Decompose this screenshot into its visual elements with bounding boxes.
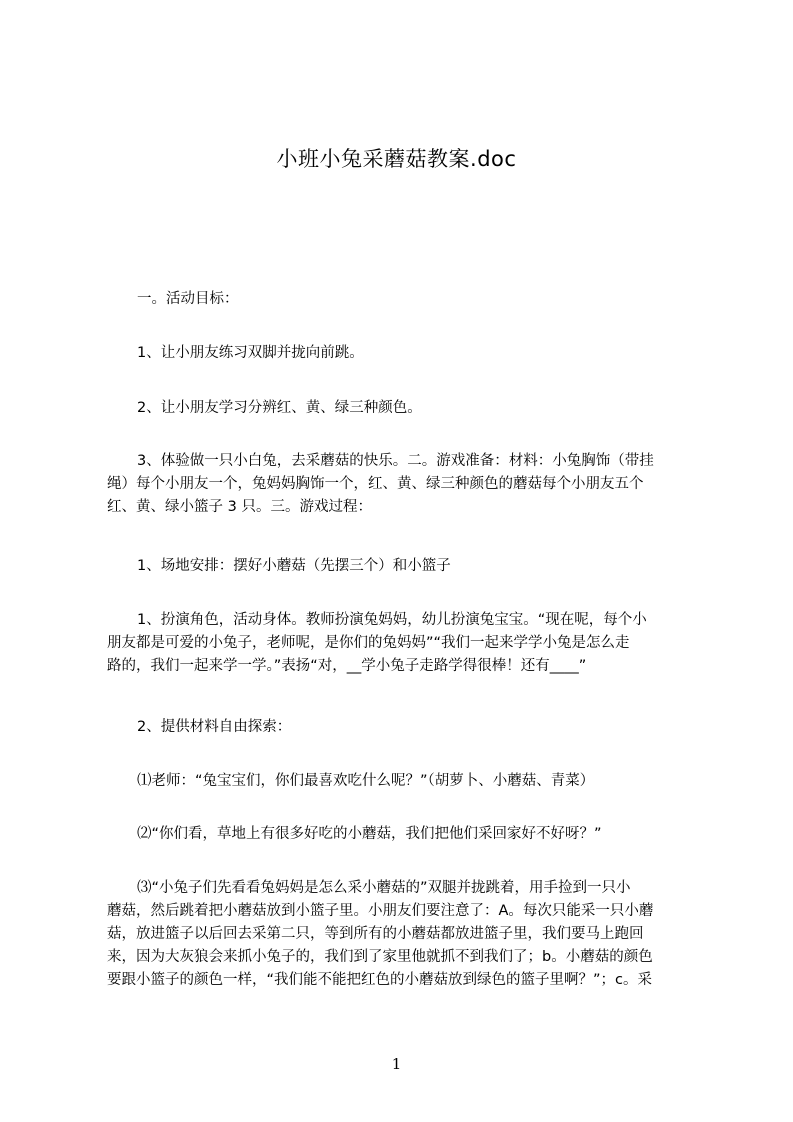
text-line: 朋友都是可爱的小兔子，老师呢，是你们的兔妈妈”“我们一起来学学小兔是怎么走 bbox=[107, 635, 630, 651]
text-line: 2、提供材料自由探索： bbox=[137, 719, 292, 735]
text-line: 要跟小篮子的颜色一样，“我们能不能把红色的小蘑菇放到绿色的篮子里啊？”；c。采 bbox=[107, 972, 652, 988]
text-line: 蘑菇，然后跳着把小蘑菇放到小篮子里。小朋友们要注意了：A。每次只能采一只小蘑 bbox=[107, 903, 654, 919]
paragraph-venue-setup bbox=[107, 555, 711, 578]
text-line: 1、场地安排：摆好小蘑菇（先摆三个）和小篮子 bbox=[137, 558, 451, 574]
paragraph-step-2 bbox=[107, 823, 711, 846]
paragraph-step-3 bbox=[107, 877, 711, 992]
text-line: 1、扮演角色，活动身体。教师扮演兔妈妈，幼儿扮演兔宝宝。“现在呢，每个小 bbox=[137, 612, 647, 628]
paragraph-role-play bbox=[107, 609, 711, 678]
text-line: 一。活动目标： bbox=[137, 291, 239, 307]
text-line: 来，因为大灰狼会来抓小兔子的，我们到了家里他就抓不到我们了；b。小蘑菇的颜色 bbox=[107, 949, 653, 965]
text-line: 绳）每个小朋友一个，兔妈妈胸饰一个，红、黄、绿三种颜色的蘑菇每个小朋友五个 bbox=[107, 476, 644, 492]
paragraph-objective-3 bbox=[107, 450, 711, 519]
text-line: 1、让小朋友练习双脚并拢向前跳。 bbox=[137, 345, 364, 361]
text-line: 菇，放进篮子以后回去采第二只，等到所有的小蘑菇都放进篮子里，我们要马上跑回 bbox=[107, 926, 644, 942]
paragraph-objective-1 bbox=[107, 342, 711, 365]
paragraph-explore-heading bbox=[107, 716, 711, 739]
text-line: 2、让小朋友学习分辨红、黄、绿三种颜色。 bbox=[137, 400, 422, 416]
document-title: 小班小兔采蘑菇教案.doc bbox=[276, 147, 517, 171]
text-line: 红、黄、绿小篮子 3 只。三。游戏过程： bbox=[107, 499, 372, 515]
paragraph-objective-2 bbox=[107, 397, 711, 420]
text-line: 路的，我们一起来学一学。”表扬“对，__学小兔子走路学得很棒！还有____” bbox=[107, 658, 587, 674]
paragraph-step-1 bbox=[107, 770, 711, 793]
text-line: ⑵“你们看，草地上有很多好吃的小蘑菇，我们把他们采回家好不好呀？” bbox=[137, 826, 602, 842]
text-line: ⑴老师：“兔宝宝们，你们最喜欢吃什么呢？”（胡萝卜、小蘑菇、青菜） bbox=[137, 773, 595, 789]
text-line: 3、体验做一只小白兔，去采蘑菇的快乐。二。游戏准备：材料：小兔胸饰（带挂 bbox=[137, 453, 654, 469]
text-line: ⑶“小兔子们先看看兔妈妈是怎么采小蘑菇的”双腿并拢跳着，用手捡到一只小 bbox=[137, 880, 631, 896]
page-number: 1 bbox=[391, 1055, 402, 1073]
paragraph-objectives-heading bbox=[107, 288, 711, 311]
